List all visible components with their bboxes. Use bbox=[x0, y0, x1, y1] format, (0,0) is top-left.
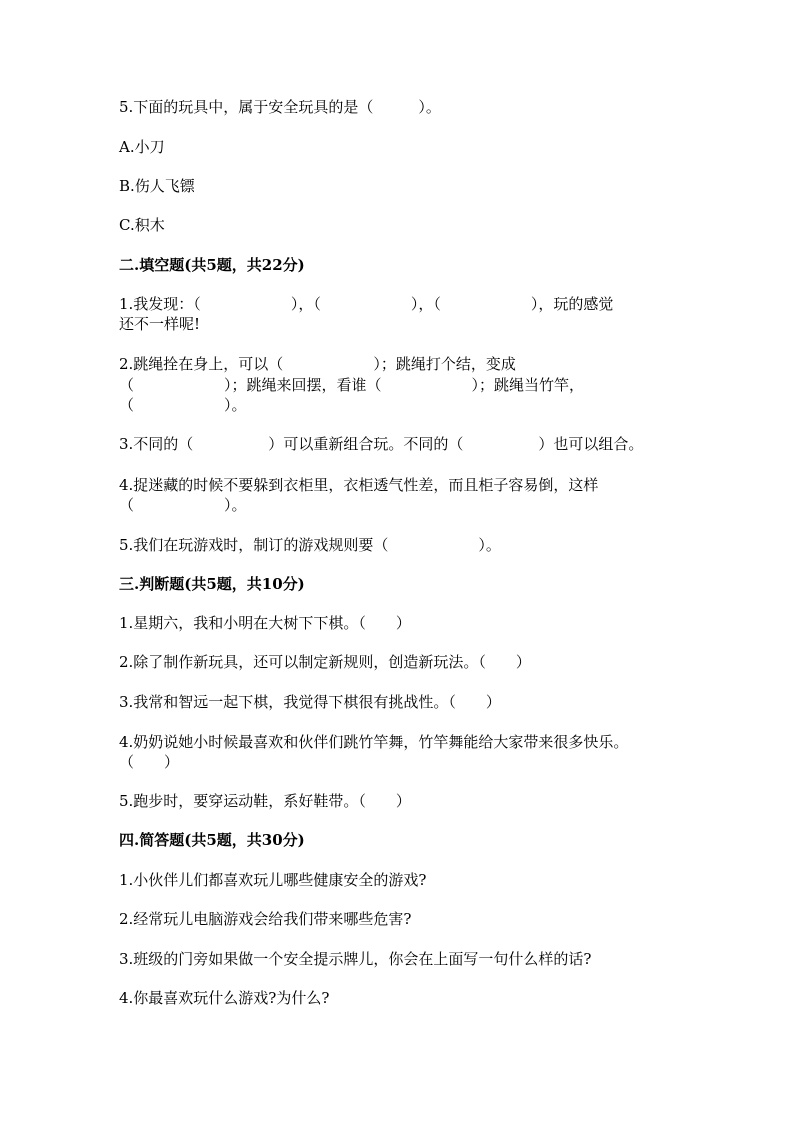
section-short-answer-heading: 四.简答题(共5题，共30分) bbox=[119, 831, 305, 849]
judge-q5: 5.跑步时，要穿运动鞋，系好鞋带。（ ） bbox=[119, 792, 411, 810]
option-a: A.小刀 bbox=[119, 138, 165, 156]
fill-q2-line1: 2.跳绳拴在身上，可以（ ）；跳绳打个结，变成 bbox=[119, 355, 516, 373]
section-fill-blank-heading: 二.填空题(共5题，共22分) bbox=[119, 256, 305, 274]
fill-q1-line1: 1.我发现：（ ），（ ），（ ），玩的感觉 bbox=[119, 295, 614, 313]
short-q4: 4.你最喜欢玩什么游戏?为什么? bbox=[119, 989, 330, 1007]
fill-q3: 3.不同的（ ）可以重新组合玩。不同的（ ）也可以组合。 bbox=[119, 435, 644, 453]
fill-q2-line2: （ ）；跳绳来回摆，看谁（ ）；跳绳当竹竿， bbox=[119, 376, 585, 394]
section-judge-heading: 三.判断题(共5题，共10分) bbox=[119, 575, 305, 593]
option-b: B.伤人飞镖 bbox=[119, 177, 195, 195]
judge-q2: 2.除了制作新玩具，还可以制定新规则，创造新玩法。（ ） bbox=[119, 653, 531, 671]
short-q3: 3.班级的门旁如果做一个安全提示牌儿，你会在上面写一句什么样的话? bbox=[119, 950, 592, 968]
fill-q4-line1: 4.捉迷藏的时候不要躲到衣柜里，衣柜透气性差，而且柜子容易倒，这样 bbox=[119, 476, 599, 494]
judge-q3: 3.我常和智远一起下棋，我觉得下棋很有挑战性。（ ） bbox=[119, 693, 501, 711]
fill-q2-line3: （ ）。 bbox=[119, 396, 247, 414]
question-5-stem: 5.下面的玩具中，属于安全玩具的是（ ）。 bbox=[119, 98, 441, 116]
fill-q5: 5.我们在玩游戏时，制订的游戏规则要（ ）。 bbox=[119, 536, 501, 554]
fill-q4-line2: （ ）。 bbox=[119, 496, 247, 514]
option-c: C.积木 bbox=[119, 216, 165, 234]
judge-q4-line2: （ ） bbox=[119, 753, 180, 771]
judge-q4-line1: 4.奶奶说她小时候最喜欢和伙伴们跳竹竿舞，竹竿舞能给大家带来很多快乐。 bbox=[119, 733, 629, 751]
short-q1: 1.小伙伴儿们都喜欢玩儿哪些健康安全的游戏? bbox=[119, 871, 427, 889]
fill-q1-line2: 还不一样呢! bbox=[119, 315, 201, 333]
short-q2: 2.经常玩儿电脑游戏会给我们带来哪些危害? bbox=[119, 910, 412, 928]
judge-q1: 1.星期六，我和小明在大树下下棋。（ ） bbox=[119, 614, 411, 632]
